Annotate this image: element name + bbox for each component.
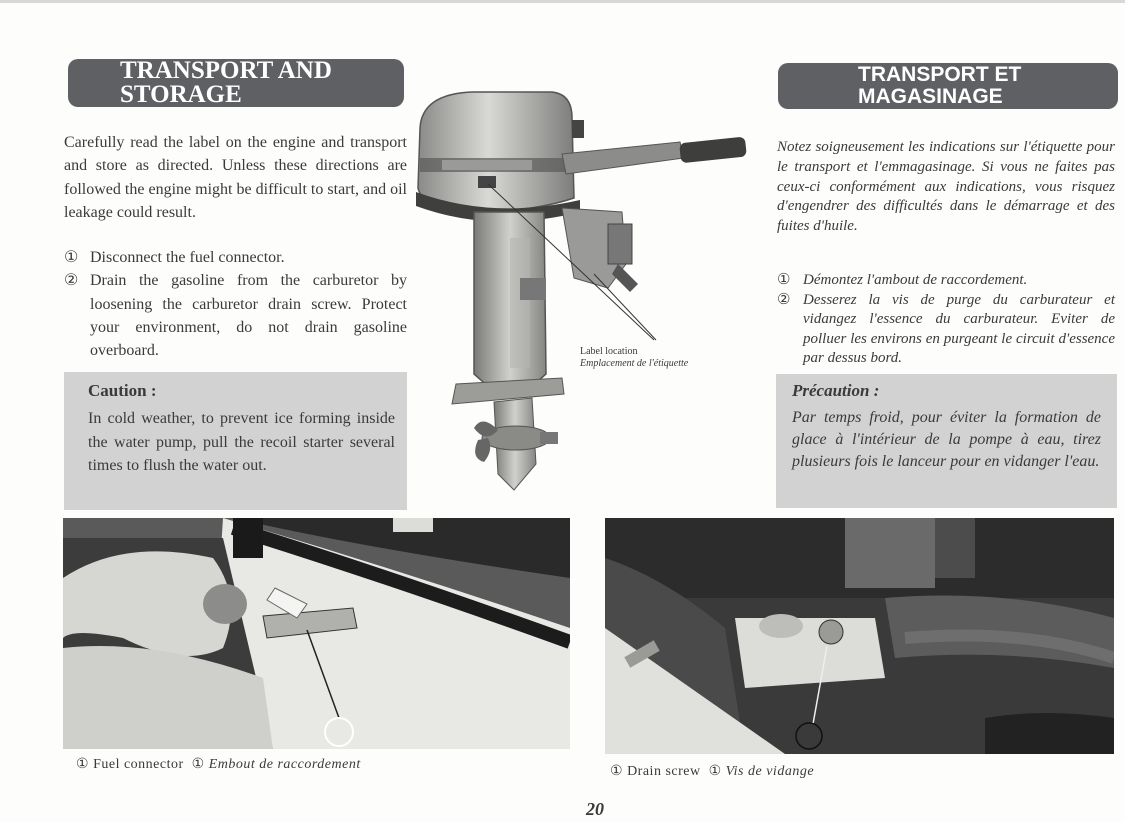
fuel-connector-caption xyxy=(76,756,361,773)
step-item xyxy=(64,269,407,362)
heading-line-2: MAGASINAGE xyxy=(858,85,1003,108)
caution-text: In cold weather, to prevent ice forming inside the water pump, pull the recoil starter several times to flush the water out. xyxy=(88,410,395,474)
heading-line-1: TRANSPORT AND xyxy=(120,57,332,84)
english-steps xyxy=(64,246,407,362)
caption-number: ① xyxy=(708,764,722,779)
english-intro: Carefully read the label on the engine and transport and store as directed. Unless these directions are followed the engine might be difficult to start, and oil leakage could result. xyxy=(64,134,407,221)
step-text: Disconnect the fuel connector. xyxy=(90,249,285,266)
step-number: ② xyxy=(64,272,79,290)
step-text: Desserez la vis de purge du carburateur et vidangez l'essence du carburateur. Eviter de polluer les environs en purgeant le circuit d'essence par dessus bord. xyxy=(803,291,1115,366)
step-number: ② xyxy=(777,291,791,308)
label-location-fr: Emplacement de l'étiquette xyxy=(580,358,689,369)
step-text: Démontez l'ambout de raccordement. xyxy=(803,272,1028,288)
section-heading-french xyxy=(778,63,1118,109)
page-number: 20 xyxy=(586,799,604,819)
caution-title: Précaution : xyxy=(792,381,880,400)
french-steps xyxy=(777,271,1115,369)
caption-number: ① xyxy=(610,764,624,779)
caption-en: Drain screw xyxy=(627,764,701,779)
caption-fr: Embout de raccordement xyxy=(208,757,361,772)
step-item xyxy=(777,291,1115,369)
step-item xyxy=(777,271,1115,291)
caution-title: Caution : xyxy=(88,381,157,400)
label-location-en: Label location xyxy=(580,346,638,357)
drain-screw-photo xyxy=(605,518,1114,754)
heading-line-2: STORAGE xyxy=(120,81,242,108)
caption-en: Fuel connector xyxy=(93,757,184,772)
label-location-caption xyxy=(580,346,688,370)
outboard-motor-illustration xyxy=(412,88,752,504)
caption-number: ① xyxy=(191,757,205,772)
step-number: ① xyxy=(64,249,79,266)
step-text: Drain the gasoline from the carburetor by loosening the carburetor drain screw. Protect your environment, do not drain gasoline overboard. xyxy=(90,272,407,360)
caution-box-english xyxy=(64,372,407,510)
fuel-connector-photo xyxy=(63,518,570,749)
caption-number: ① xyxy=(76,757,90,772)
caution-text: Par temps froid, pour éviter la formation de glace à l'intérieur de la pompe à eau, tirez plusieurs fois le lanceur pour en vidanger l'eau. xyxy=(792,409,1101,470)
step-item xyxy=(64,246,407,269)
french-intro: Notez soigneusement les indications sur l'étiquette pour le transport et l'emmagasinage. Si vous ne faites pas ceux-ci conformément aux indications, vous risquez d'engendrer des difficultés dans le démarrage et des fuites d'huile. xyxy=(777,139,1115,235)
caution-box-french xyxy=(776,374,1117,508)
drain-screw-caption xyxy=(610,763,814,780)
caption-fr: Vis de vidange xyxy=(725,764,815,779)
step-number: ① xyxy=(777,272,791,288)
heading-line-1: TRANSPORT ET xyxy=(858,63,1022,86)
section-heading-english xyxy=(68,59,404,107)
top-edge xyxy=(0,0,1125,3)
